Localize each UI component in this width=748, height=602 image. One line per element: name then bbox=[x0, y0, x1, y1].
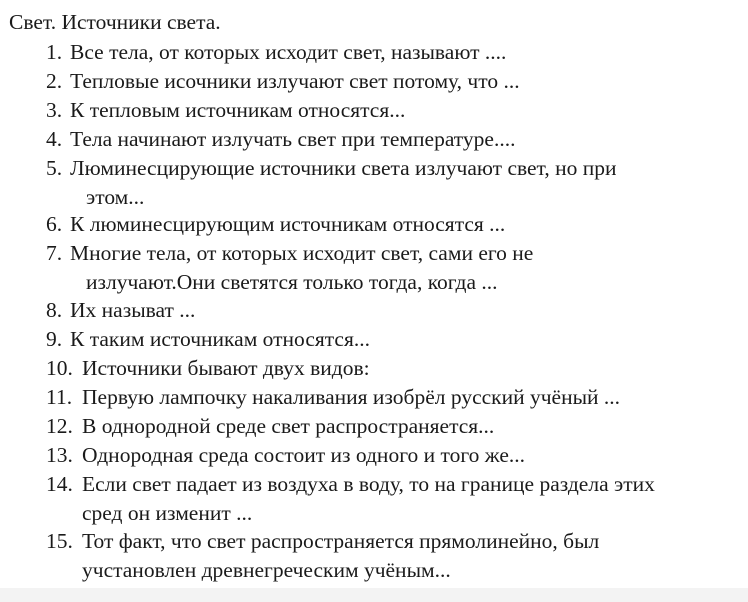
item-text-continuation: учстановлен древнегреческим учёным... bbox=[82, 558, 451, 582]
item-number: 14. bbox=[46, 472, 73, 496]
item-text-continuation: сред он изменит ... bbox=[82, 501, 253, 525]
item-number: 3. bbox=[46, 98, 63, 122]
item-number: 6. bbox=[46, 212, 63, 236]
item-number: 15. bbox=[46, 529, 73, 553]
item-text bbox=[70, 154, 616, 212]
item-number: 8. bbox=[46, 298, 63, 322]
item-text-line: Первую лампочку накаливания изобрёл русский учёный ... bbox=[82, 385, 621, 409]
item-number: 7. bbox=[46, 241, 63, 265]
item-text bbox=[70, 38, 506, 67]
item-number: 5. bbox=[46, 156, 63, 180]
item-text-line: Люминесцирующие источники света излучают свет, но при bbox=[70, 156, 617, 180]
item-text bbox=[70, 239, 533, 297]
item-text-line: Если свет падает из воздуха в воду, то на границе раздела этих bbox=[82, 472, 655, 496]
item-text-line: К таким источникам относятся... bbox=[70, 327, 370, 351]
item-text-line: Тела начинают излучать свет при температуре.... bbox=[70, 127, 516, 151]
item-text bbox=[82, 470, 655, 528]
item-text-continuation: излучают.Они светятся только тогда, когда ... bbox=[86, 270, 498, 294]
item-text-line: К тепловым источникам относятся... bbox=[70, 98, 406, 122]
item-text-line: К люминесцирующим источникам относятся ... bbox=[70, 212, 506, 236]
item-text-line: Источники бывают двух видов: bbox=[82, 356, 370, 380]
item-text-continuation: этом... bbox=[86, 185, 145, 209]
item-text-line: Однородная среда состоит из одного и того же... bbox=[82, 443, 525, 467]
item-number: 12. bbox=[46, 414, 73, 438]
item-text bbox=[70, 210, 505, 239]
item-text-line: Тепловые исочники излучают свет потому, что ... bbox=[70, 69, 520, 93]
item-text bbox=[82, 412, 494, 441]
document-title: Свет. Источники света. bbox=[9, 10, 221, 34]
item-text bbox=[70, 296, 195, 325]
item-text-line: В однородной среде свет распространяется... bbox=[82, 414, 495, 438]
item-number: 9. bbox=[46, 327, 63, 351]
item-text bbox=[82, 383, 620, 412]
item-number: 2. bbox=[46, 69, 63, 93]
item-number: 13. bbox=[46, 443, 73, 467]
item-text-line: Их называт ... bbox=[70, 298, 196, 322]
item-text-line: Многие тела, от которых исходит свет, сами его не bbox=[70, 241, 534, 265]
item-number: 10. bbox=[46, 356, 73, 380]
item-text bbox=[82, 527, 599, 585]
item-text-line: Тот факт, что свет распространяется прямолинейно, был bbox=[82, 529, 600, 553]
item-text bbox=[70, 67, 520, 96]
item-text-line: Все тела, от которых исходит свет, называют .... bbox=[70, 40, 507, 64]
item-text bbox=[70, 125, 515, 154]
item-text bbox=[82, 354, 370, 383]
item-number: 1. bbox=[46, 40, 63, 64]
item-text bbox=[70, 96, 405, 125]
item-number: 11. bbox=[46, 385, 73, 409]
item-text bbox=[70, 325, 370, 354]
item-text bbox=[82, 441, 525, 470]
bottom-strip bbox=[0, 588, 748, 602]
item-number: 4. bbox=[46, 127, 63, 151]
